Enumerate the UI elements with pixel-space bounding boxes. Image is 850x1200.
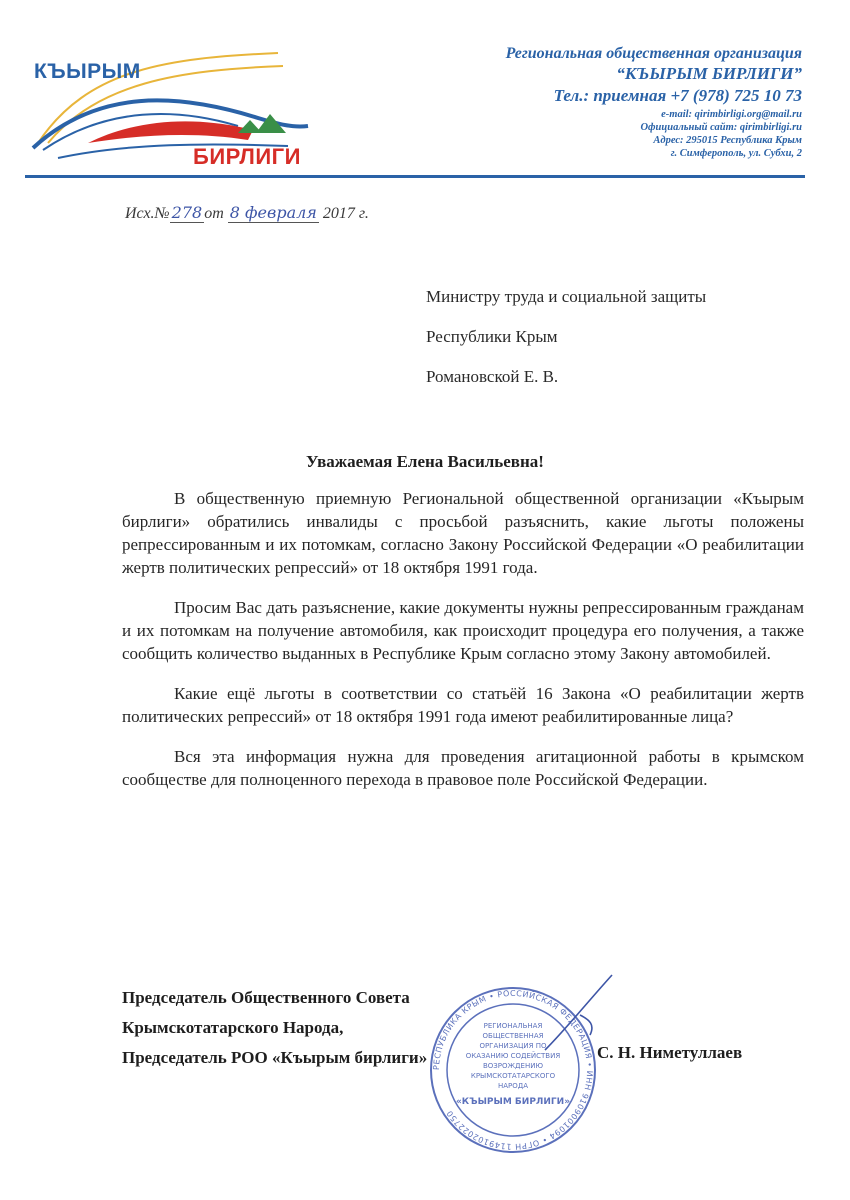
- signature-title-line: Крымскотатарского Народа,: [122, 1018, 344, 1037]
- svg-text:КРЫМСКОТАТАРСКОГО: КРЫМСКОТАТАРСКОГО: [470, 1072, 556, 1080]
- outgoing-from: от: [204, 205, 224, 222]
- addressee-block: [426, 287, 706, 407]
- outgoing-prefix: Исх.№: [125, 205, 170, 222]
- signature-titles: [122, 983, 427, 1073]
- addressee-line: Республики Крым: [426, 327, 558, 346]
- org-header-details: [382, 44, 802, 160]
- org-quoted-name: “КЪЫРЫМ БИРЛИГИ”: [616, 64, 802, 83]
- signature-title-line: Председатель РОО «Къырым бирлиги»: [122, 1048, 428, 1067]
- svg-text:ОКАЗАНИЮ СОДЕЙСТВИЯ: ОКАЗАНИЮ СОДЕЙСТВИЯ: [465, 1052, 561, 1060]
- salutation: Уважаемая Елена Васильевна!: [306, 452, 544, 471]
- header-divider: [25, 175, 805, 178]
- svg-text:ВОЗРОЖДЕНИЮ: ВОЗРОЖДЕНИЮ: [482, 1062, 544, 1070]
- svg-text:ОБЩЕСТВЕННАЯ: ОБЩЕСТВЕННАЯ: [482, 1032, 544, 1040]
- svg-text:ОРГАНИЗАЦИЯ ПО: ОРГАНИЗАЦИЯ ПО: [479, 1042, 547, 1050]
- org-phone: Тел.: приемная +7 (978) 725 10 73: [553, 86, 802, 105]
- outgoing-number: 278: [171, 203, 203, 222]
- svg-text:РЕСПУБЛИКА КРЫМ • РОССИЙСКАЯ Ф: РЕСПУБЛИКА КРЫМ • РОССИЙСКАЯ ФЕДЕРАЦИЯ • ИНН 9109001094 • ОГРН 1149102022750: [431, 988, 595, 1152]
- org-name: Региональная общественная организация: [505, 45, 802, 62]
- org-address: Адрес: 295015 Республика Крым: [653, 135, 802, 146]
- org-email: e-mail: qirimbirligi.org@mail.ru: [661, 109, 802, 120]
- addressee-line: Романовской Е. В.: [426, 367, 559, 386]
- svg-text:РЕГИОНАЛЬНАЯ: РЕГИОНАЛЬНАЯ: [483, 1022, 543, 1030]
- body-paragraph: Вся эта информация нужна для проведения агитационной работы в крымском сообществе для полноценного перехода в правовое поле Российской Федерации.: [122, 747, 804, 789]
- outgoing-date: 8 февраля: [229, 203, 317, 222]
- logo-word-bottom: БИРЛИГИ: [193, 144, 301, 169]
- signature-title-line: Председатель Общественного Совета: [122, 988, 410, 1007]
- body-paragraph: Просим Вас дать разъяснение, какие документы нужны репрессированным гражданам и их потомкам на получение автомобиля, как происходит процедура его получения, а также сообщить количество выданных в Республике Крым согласно этому Закону автомобилей.: [122, 598, 804, 663]
- org-website: Официальный сайт: qirimbirligi.ru: [640, 122, 802, 133]
- outgoing-reference: [125, 203, 369, 223]
- body-paragraph: Какие ещё льготы в соответствии со статьёй 16 Закона «О реабилитации жертв политических репрессий» от 18 октября 1991 года имеют реабилитированные лица?: [122, 684, 804, 726]
- svg-text:«КЪЫРЫМ БИРЛИГИ»: «КЪЫРЫМ БИРЛИГИ»: [455, 1097, 571, 1107]
- signatory-name: С. Н. Ниметуллаев: [597, 1043, 743, 1062]
- body-paragraph: В общественную приемную Региональной общественной организации «Къырым бирлиги» обратились инвалиды с просьбой разъяснить, какие льготы положены репрессированным и их потомкам, согласно Закону Российской Федерации «О реабилитации жертв политических репрессий» от 18 октября 1991 года.: [122, 489, 804, 577]
- svg-text:НАРОДА: НАРОДА: [497, 1082, 529, 1090]
- org-logo: [28, 48, 328, 178]
- logo-word-top: КЪЫРЫМ: [34, 60, 141, 83]
- outgoing-year: 2017 г.: [322, 205, 369, 222]
- org-city: г. Симферополь, ул. Субхи, 2: [670, 148, 802, 159]
- addressee-line: Министру труда и социальной защиты: [426, 287, 707, 306]
- letter-body: [122, 487, 804, 808]
